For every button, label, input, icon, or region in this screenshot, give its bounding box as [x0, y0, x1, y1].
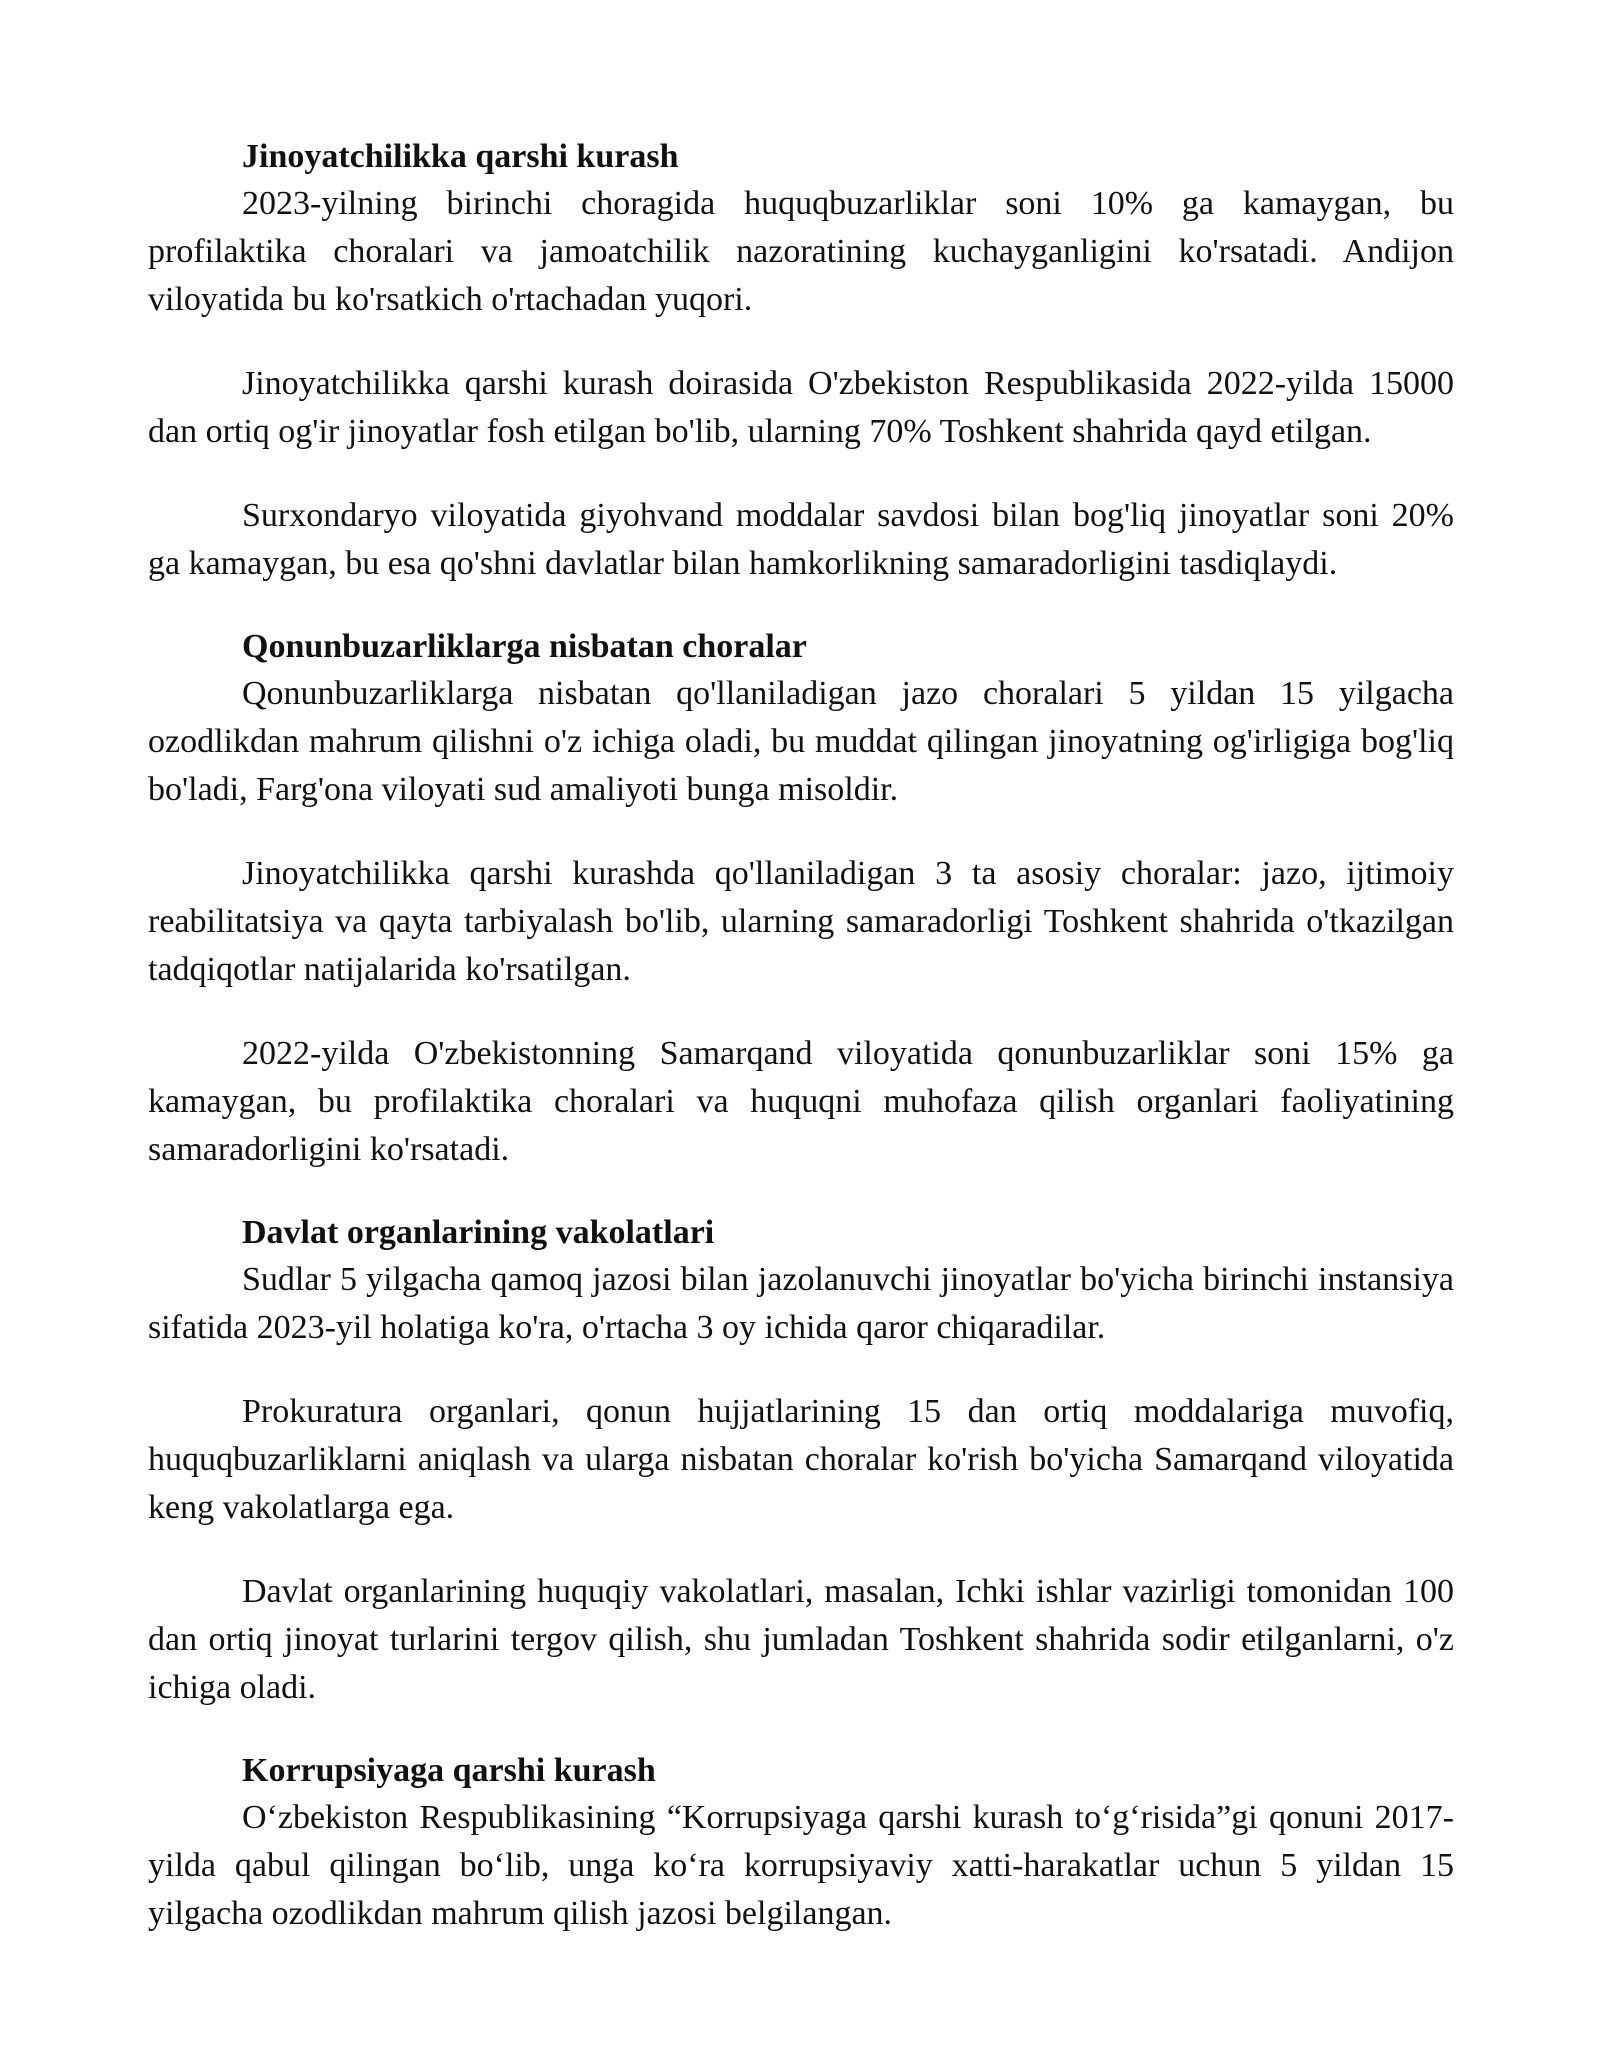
paragraph: Prokuratura organlari, qonun hujjatlarining 15 dan ortiq moddalariga muvofiq, huquqbuzarliklarni aniqlash va ularga nisbatan choralar ko'rish bo'yicha Samarqand viloyatida keng vakolatlarga ega.	[148, 1393, 1454, 1526]
paragraph: O‘zbekiston Respublikasining “Korrupsiyaga qarshi kurash to‘g‘risida”gi qonuni 2017-yilda qabul qilingan bo‘lib, unga ko‘ra korrupsiyaviy xatti-harakatlar uchun 5 yildan 15 yilgacha ozodlikdan mahrum qilish jazosi belgilangan.	[148, 1799, 1454, 1932]
section-heading: Davlat organlarining vakolatlari	[242, 1214, 715, 1251]
paragraph: Jinoyatchilikka qarshi kurash doirasida O'zbekiston Respublikasida 2022-yilda 15000 dan ortiq og'ir jinoyatlar fosh etilgan bo'lib, ularning 70% Toshkent shahrida qayd etilgan.	[148, 365, 1454, 450]
paragraph: Davlat organlarining huquqiy vakolatlari, masalan, Ichki ishlar vazirligi tomonidan 100 dan ortiq jinoyat turlarini tergov qilish, shu jumladan Toshkent shahrida sodir etilganlarni, o'z ichiga oladi.	[148, 1573, 1454, 1706]
section-heading: Jinoyatchilikka qarshi kurash	[242, 138, 679, 175]
paragraph: Surxondaryo viloyatida giyohvand moddalar savdosi bilan bog'liq jinoyatlar soni 20% ga kamaygan, bu esa qo'shni davlatlar bilan hamkorlikning samaradorligini tasdiqlaydi.	[148, 497, 1454, 582]
paragraph: Sudlar 5 yilgacha qamoq jazosi bilan jazolanuvchi jinoyatlar bo'yicha birinchi instansiya sifatida 2023-yil holatiga ko'ra, o'rtacha 3 oy ichida qaror chiqaradilar.	[148, 1261, 1454, 1346]
paragraph: 2023-yilning birinchi choragida huquqbuzarliklar soni 10% ga kamaygan, bu profilaktika choralari va jamoatchilik nazoratining kuchayganligini ko'rsatadi. Andijon viloyatida bu ko'rsatkich o'rtachadan yuqori.	[148, 185, 1454, 318]
paragraph: Jinoyatchilikka qarshi kurashda qo'llaniladigan 3 ta asosiy choralar: jazo, ijtimoiy reabilitatsiya va qayta tarbiyalash bo'lib, ularning samaradorligi Toshkent shahrida o'tkazilgan tadqiqotlar natijalarida ko'rsatilgan.	[148, 855, 1454, 988]
paragraph: 2022-yilda O'zbekistonning Samarqand viloyatida qonunbuzarliklar soni 15% ga kamaygan, bu profilaktika choralari va huquqni muhofaza qilish organlari faoliyatining samaradorligini ko'rsatadi.	[148, 1035, 1454, 1168]
document-page	[148, 134, 1454, 1938]
section-heading: Korrupsiyaga qarshi kurash	[242, 1752, 656, 1789]
paragraph: Qonunbuzarliklarga nisbatan qo'llaniladigan jazo choralari 5 yildan 15 yilgacha ozodlikdan mahrum qilishni o'z ichiga oladi, bu muddat qilingan jinoyatning og'irligiga bog'liq bo'ladi, Farg'ona viloyati sud amaliyoti bunga misoldir.	[148, 675, 1454, 808]
section-heading: Qonunbuzarliklarga nisbatan choralar	[242, 628, 807, 665]
